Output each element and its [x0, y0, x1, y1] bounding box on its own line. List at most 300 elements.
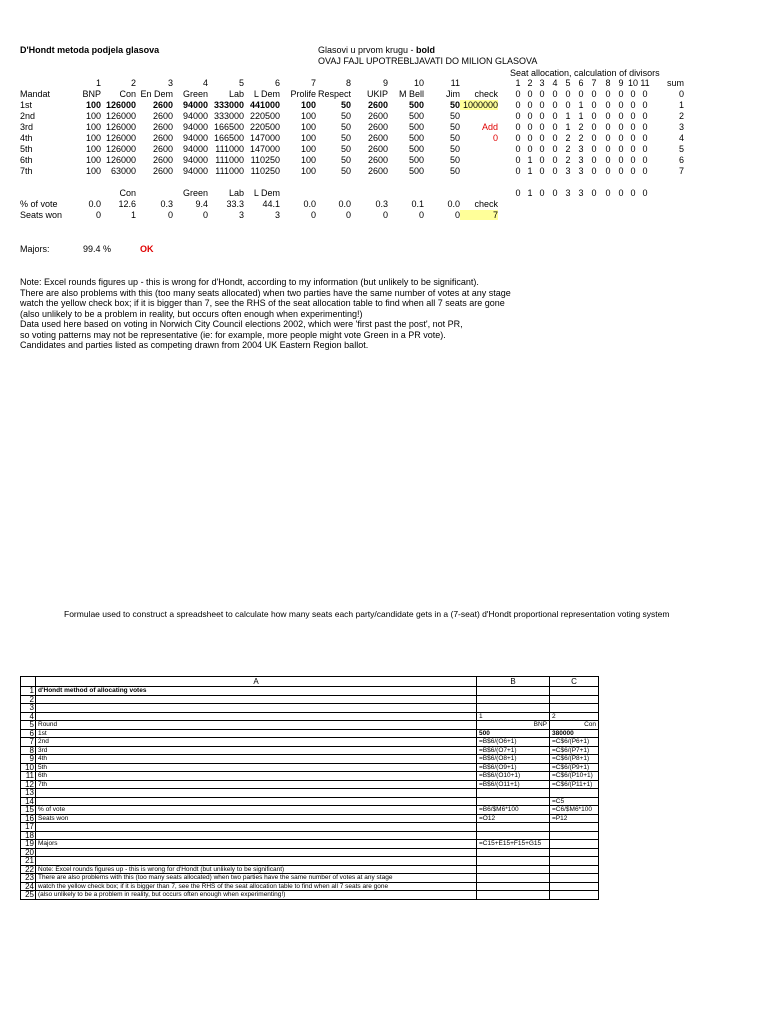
sheet-cell-a: % of vote — [36, 806, 477, 815]
sheet-cell-c: =C$6/(P7+1) — [550, 746, 599, 755]
sheet-row — [21, 797, 599, 806]
sheet-cell-b: 1 — [477, 712, 550, 721]
alloc-cell: 0 — [515, 144, 521, 154]
vote-cell: 100 — [300, 144, 316, 154]
sheet-row — [21, 721, 599, 730]
vote-cell: 500 — [408, 166, 424, 176]
row-number: 23 — [21, 874, 36, 883]
row-number: 2 — [21, 695, 36, 704]
vote-cell: 166500 — [213, 122, 244, 132]
sheet-cell-a: d'Hondt method of allocating votes — [36, 687, 477, 696]
alloc-cell: 0 — [591, 166, 597, 176]
sheet-cell-a: Majors — [36, 840, 477, 849]
sheet-row — [21, 865, 599, 874]
alloc-total: 0 — [539, 188, 545, 198]
votes-note-bold: bold — [416, 45, 436, 55]
alloc-total: 0 — [605, 188, 611, 198]
alloc-cell: 0 — [565, 89, 571, 99]
sheet-cell-c: =C$6/(P8+1) — [550, 755, 599, 764]
sheet-cell-a — [36, 831, 477, 840]
row-number: 20 — [21, 848, 36, 857]
sheet-cell-c — [550, 874, 599, 883]
round-label: 7th — [20, 166, 33, 176]
alloc-total: 0 — [618, 188, 624, 198]
party-name: Con — [119, 188, 136, 198]
party-header: Jim — [446, 89, 460, 99]
alloc-cell: 0 — [527, 100, 533, 110]
alloc-sum: 4 — [678, 133, 684, 143]
alloc-cell: 0 — [591, 122, 597, 132]
sheet-cell-b: =B6/$M6*100 — [477, 806, 550, 815]
alloc-cell: 0 — [552, 89, 558, 99]
row-number: 11 — [21, 772, 36, 781]
column-number: 11 — [450, 78, 460, 88]
alloc-sum: 1 — [678, 100, 684, 110]
vote-cell: 110250 — [250, 166, 280, 176]
pct-cell: 0.3 — [160, 199, 173, 209]
alloc-total: 0 — [630, 188, 636, 198]
sheet-cell-b: =O12 — [477, 814, 550, 823]
row-number: 16 — [21, 814, 36, 823]
sheet-cell-c — [550, 891, 599, 900]
alloc-cell: 0 — [642, 89, 648, 99]
vote-cell: 50 — [340, 133, 351, 143]
sheet-cell-b — [477, 797, 550, 806]
alloc-cell: 0 — [515, 122, 521, 132]
vote-cell: 94000 — [182, 133, 208, 143]
seat-alloc-title: Seat allocation, calculation of divisors — [510, 68, 660, 78]
pct-cell: 0.3 — [375, 199, 388, 209]
vote-cell: 50 — [449, 155, 460, 165]
sheet-row — [21, 695, 599, 704]
party-header: Prolife — [290, 89, 316, 99]
sheet-row — [21, 746, 599, 755]
sheet-cell-c: Con — [550, 721, 599, 730]
alloc-cell: 2 — [578, 122, 584, 132]
alloc-cell: 1 — [565, 111, 571, 121]
row-number: 22 — [21, 865, 36, 874]
column-number: 8 — [345, 78, 351, 88]
sheet-cell-a: 7th — [36, 780, 477, 789]
sheet-cell-b: =B$6/(O7+1) — [477, 746, 550, 755]
sheet-cell-b — [477, 865, 550, 874]
sheet-row — [21, 780, 599, 789]
vote-cell: 100 — [85, 133, 101, 143]
alloc-cell: 0 — [539, 155, 545, 165]
vote-cell: 50 — [449, 100, 460, 110]
party-header: BNP — [82, 89, 101, 99]
sheet-cell-b — [477, 891, 550, 900]
sheet-row — [21, 882, 599, 891]
alloc-cell: 0 — [642, 166, 648, 176]
pct-check-label: check — [474, 199, 498, 209]
row-number: 1 — [21, 687, 36, 696]
vote-cell: 100 — [85, 166, 101, 176]
vote-cell: 500 — [408, 144, 424, 154]
alloc-header: 4 — [552, 78, 558, 88]
row-number: 6 — [21, 729, 36, 738]
vote-cell: 2600 — [152, 122, 173, 132]
seats-cell: 0 — [418, 210, 424, 220]
alloc-cell: 0 — [591, 89, 597, 99]
sheet-cell-c: 2 — [550, 712, 599, 721]
sheet-row — [21, 729, 599, 738]
vote-cell: 50 — [340, 166, 351, 176]
vote-cell: 100 — [300, 111, 316, 121]
row-number: 12 — [21, 780, 36, 789]
vote-cell: 94000 — [182, 166, 208, 176]
vote-cell: 333000 — [213, 111, 244, 121]
row-number: 10 — [21, 763, 36, 772]
vote-cell: 2600 — [152, 166, 173, 176]
alloc-cell: 2 — [565, 133, 571, 143]
sheet-row — [21, 763, 599, 772]
formula-sheet — [20, 676, 599, 900]
vote-cell: 2600 — [367, 166, 388, 176]
row-number: 5 — [21, 721, 36, 730]
alloc-cell: 0 — [642, 144, 648, 154]
vote-cell: 147000 — [249, 133, 280, 143]
alloc-cell: 0 — [642, 122, 648, 132]
alloc-cell: 0 — [618, 100, 624, 110]
alloc-sum: 5 — [678, 144, 684, 154]
alloc-cell: 0 — [565, 100, 571, 110]
vote-cell: 2600 — [367, 122, 388, 132]
column-number: 1 — [95, 78, 101, 88]
column-number: 6 — [274, 78, 280, 88]
alloc-cell: 0 — [539, 166, 545, 176]
seats-cell: 0 — [95, 210, 101, 220]
column-number: 7 — [310, 78, 316, 88]
alloc-cell: 0 — [605, 111, 611, 121]
alloc-cell: 0 — [605, 89, 611, 99]
sheet-row — [21, 857, 599, 866]
vote-cell: 100 — [85, 155, 101, 165]
sheet-cell-a — [36, 857, 477, 866]
sheet-cell-c: =C$6/(P9+1) — [550, 763, 599, 772]
vote-cell: 111000 — [215, 144, 244, 154]
formula-caption: Formulae used to construct a spreadsheet to calculate how many seats each party/candidate gets in a (7-seat) d'Hondt proportional representation voting system — [64, 609, 670, 619]
sheet-cell-b: =B$6/(O9+1) — [477, 763, 550, 772]
seats-cell: 0 — [310, 210, 316, 220]
note-line: Data used here based on voting in Norwich City Council elections 2002, which were 'first past the post', not PR, — [20, 319, 463, 329]
vote-cell: 100 — [85, 111, 101, 121]
vote-cell: 100 — [300, 133, 316, 143]
vote-cell: 2600 — [152, 100, 173, 110]
sheet-cell-a: There are also problems with this (too many seats allocated) when two parties have the same number of votes at any stage — [36, 874, 477, 883]
vote-cell: 2600 — [152, 144, 173, 154]
sheet-cell-b — [477, 848, 550, 857]
sheet-corner — [21, 677, 36, 687]
row-number: 3 — [21, 704, 36, 713]
row-number: 17 — [21, 823, 36, 832]
sheet-cell-a — [36, 797, 477, 806]
alloc-cell: 0 — [552, 133, 558, 143]
column-number: 3 — [167, 78, 173, 88]
alloc-cell: 0 — [618, 122, 624, 132]
round-label: 5th — [20, 144, 33, 154]
alloc-cell: 0 — [618, 89, 624, 99]
pct-cell: 0.0 — [447, 199, 460, 209]
sheet-cell-c: =C6/$M6*100 — [550, 806, 599, 815]
alloc-cell: 0 — [515, 100, 521, 110]
vote-cell: 2600 — [367, 133, 388, 143]
alloc-cell: 0 — [552, 100, 558, 110]
pct-cell: 0.0 — [303, 199, 316, 209]
alloc-sum: 0 — [678, 89, 684, 99]
alloc-cell: 0 — [539, 144, 545, 154]
alloc-cell: 0 — [605, 122, 611, 132]
column-number: 2 — [130, 78, 136, 88]
sheet-cell-a — [36, 712, 477, 721]
alloc-total: 0 — [642, 188, 648, 198]
vote-cell: 333000 — [213, 100, 244, 110]
row-number: 14 — [21, 797, 36, 806]
seats-label: Seats won — [20, 210, 63, 220]
column-number: 4 — [202, 78, 208, 88]
vote-cell: 94000 — [182, 111, 208, 121]
note-line: Candidates and parties listed as competing drawn from 2004 UK Eastern Region ballot. — [20, 340, 369, 350]
sheet-cell-c: =P12 — [550, 814, 599, 823]
note-line: There are also problems with this (too many seats allocated) when two parties have the same number of votes at any stage — [20, 287, 511, 298]
alloc-total: 3 — [565, 188, 571, 198]
alloc-cell: 0 — [591, 111, 597, 121]
alloc-cell: 1 — [578, 111, 584, 121]
pct-label: % of vote — [20, 199, 58, 209]
sheet-cell-b: 500 — [477, 729, 550, 738]
alloc-cell: 1 — [578, 100, 584, 110]
sheet-row — [21, 704, 599, 713]
party-name: Green — [182, 188, 208, 198]
check-header: check — [474, 89, 498, 99]
row-number: 4 — [21, 712, 36, 721]
alloc-cell: 0 — [630, 111, 636, 121]
round-label: 4th — [20, 133, 33, 143]
sheet-cell-c — [550, 848, 599, 857]
seats-cell: 0 — [167, 210, 173, 220]
sheet-cell-a: watch the yellow check box; if it is bigger than 7, see the RHS of the seat allocation table to find when all 7 seats are gone — [36, 882, 477, 891]
party-header: Green — [182, 89, 208, 99]
sheet-row — [21, 814, 599, 823]
note-line: (also unlikely to be a problem in reality, but occurs often enough when experimenting!) — [20, 308, 363, 319]
note-line: so voting patterns may not be representative (ie: for example, more people might vote Green in a PR vote). — [20, 329, 446, 340]
sheet-cell-b — [477, 823, 550, 832]
sheet-row — [21, 806, 599, 815]
alloc-cell: 0 — [618, 144, 624, 154]
sheet-cell-b — [477, 882, 550, 891]
sheet-cell-c — [550, 857, 599, 866]
sheet-cell-c — [550, 840, 599, 849]
seats-cell: 0 — [382, 210, 388, 220]
row-number: 8 — [21, 746, 36, 755]
pct-cell: 0.0 — [88, 199, 101, 209]
vote-cell: 50 — [449, 111, 460, 121]
vote-cell: 126000 — [105, 111, 136, 121]
vote-cell: 100 — [300, 122, 316, 132]
sheet-cell-c — [550, 831, 599, 840]
seats-cell: 3 — [238, 210, 244, 220]
sheet-cell-c — [550, 687, 599, 696]
party-header: L Dem — [253, 89, 280, 99]
alloc-header: 9 — [618, 78, 624, 88]
row-number: 7 — [21, 738, 36, 747]
sheet-cell-b — [477, 874, 550, 883]
alloc-header: 1 — [515, 78, 521, 88]
votes-note-prefix: Glasovi u prvom krugu - — [318, 45, 417, 55]
alloc-sum: 2 — [678, 111, 684, 121]
vote-cell: 50 — [340, 155, 351, 165]
vote-cell: 166500 — [213, 133, 244, 143]
vote-cell: 500 — [408, 100, 424, 110]
seats-check-cell: 7 — [460, 210, 498, 220]
party-name: Lab — [228, 188, 244, 198]
vote-cell: 2600 — [367, 100, 388, 110]
party-header: UKIP — [366, 89, 388, 99]
party-header: En Dem — [140, 89, 173, 99]
alloc-cell: 0 — [618, 111, 624, 121]
sheet-cell-a — [36, 823, 477, 832]
vote-cell: 111000 — [215, 155, 244, 165]
sheet-cell-a: 5th — [36, 763, 477, 772]
sheet-cell-a: 3rd — [36, 746, 477, 755]
alloc-header: 2 — [527, 78, 533, 88]
sheet-cell-a — [36, 848, 477, 857]
alloc-cell: 3 — [565, 166, 571, 176]
row-number: 24 — [21, 882, 36, 891]
vote-cell: 126000 — [105, 155, 136, 165]
alloc-cell: 0 — [605, 100, 611, 110]
vote-cell: 94000 — [182, 144, 208, 154]
vote-cell: 126000 — [105, 122, 136, 132]
page-title: D'Hondt metoda podjela glasova — [20, 45, 160, 55]
note-line: watch the yellow check box; if it is bigger than 7, see the RHS of the seat allocation table to find when all 7 seats are gone — [20, 298, 505, 308]
alloc-cell: 0 — [515, 111, 521, 121]
vote-cell: 100 — [85, 144, 101, 154]
sheet-cell-c: =C$6/(P6+1) — [550, 738, 599, 747]
mandat-label: Mandat — [20, 89, 51, 99]
alloc-cell: 0 — [552, 144, 558, 154]
sheet-cell-c — [550, 823, 599, 832]
sheet-cell-b — [477, 857, 550, 866]
sheet-cell-c: =C$6/(P11+1) — [550, 780, 599, 789]
pct-cell: 0.1 — [411, 199, 424, 209]
pct-cell: 33.3 — [226, 199, 244, 209]
alloc-cell: 0 — [605, 144, 611, 154]
pct-cell: 12.6 — [118, 199, 136, 209]
column-header-c: C — [550, 677, 599, 687]
sheet-cell-a — [36, 789, 477, 798]
vote-cell: 110250 — [250, 155, 280, 165]
sheet-cell-c — [550, 704, 599, 713]
alloc-cell: 0 — [552, 155, 558, 165]
alloc-sum: 6 — [678, 155, 684, 165]
alloc-cell: 0 — [605, 133, 611, 143]
vote-cell: 100 — [300, 100, 316, 110]
sheet-cell-a: (also unlikely to be a problem in reality, but occurs often enough when experimenting!) — [36, 891, 477, 900]
sheet-cell-b: =C15+E15+F15+G15 — [477, 840, 550, 849]
vote-cell: 2600 — [367, 144, 388, 154]
column-number: 10 — [413, 78, 424, 88]
alloc-cell: 0 — [591, 144, 597, 154]
majors-label: Majors: — [20, 244, 50, 254]
sheet-cell-b — [477, 687, 550, 696]
alloc-cell: 0 — [527, 133, 533, 143]
row-number: 21 — [21, 857, 36, 866]
sheet-cell-a: Seats won — [36, 814, 477, 823]
alloc-total: 3 — [578, 188, 584, 198]
sheet-row — [21, 712, 599, 721]
alloc-cell: 2 — [578, 133, 584, 143]
sheet-row — [21, 789, 599, 798]
row-number: 19 — [21, 840, 36, 849]
alloc-cell: 0 — [552, 111, 558, 121]
majors-status: OK — [140, 244, 154, 254]
usage-warning: OVAJ FAJL UPOTREBLJAVATI DO MILION GLASOVA — [318, 56, 538, 66]
vote-cell: 2600 — [367, 111, 388, 121]
sheet-row — [21, 772, 599, 781]
party-name: L Dem — [253, 188, 280, 198]
vote-cell: 2600 — [152, 155, 173, 165]
alloc-cell: 0 — [642, 111, 648, 121]
alloc-cell: 3 — [578, 144, 584, 154]
check-cell: 0 — [492, 133, 498, 143]
sheet-cell-b: =B$6/(O8+1) — [477, 755, 550, 764]
alloc-sum: 7 — [678, 166, 684, 176]
alloc-cell: 0 — [539, 122, 545, 132]
party-header: Respect — [317, 89, 351, 99]
alloc-sum: 3 — [678, 122, 684, 132]
sheet-cell-a: Note: Excel rounds figures up - this is wrong for d'Hondt (but unlikely to be significant) — [36, 865, 477, 874]
vote-cell: 63000 — [110, 166, 136, 176]
vote-cell: 100 — [300, 166, 316, 176]
sheet-cell-a — [36, 704, 477, 713]
sheet-cell-b — [477, 695, 550, 704]
alloc-cell: 0 — [630, 133, 636, 143]
alloc-header: 7 — [591, 78, 597, 88]
sheet-cell-c — [550, 882, 599, 891]
alloc-total: 1 — [527, 188, 533, 198]
vote-cell: 220500 — [249, 122, 280, 132]
sheet-cell-b: =B$6/(O11+1) — [477, 780, 550, 789]
vote-cell: 50 — [340, 144, 351, 154]
alloc-total: 0 — [591, 188, 597, 198]
round-label: 2nd — [20, 111, 36, 121]
alloc-header: 6 — [578, 78, 584, 88]
majors-value: 99.4 % — [83, 244, 112, 254]
vote-cell: 126000 — [105, 133, 136, 143]
sheet-cell-c — [550, 789, 599, 798]
sheet-cell-a — [36, 695, 477, 704]
sheet-cell-a: 1st — [36, 729, 477, 738]
alloc-cell: 0 — [642, 100, 648, 110]
alloc-cell: 0 — [515, 89, 521, 99]
sheet-cell-a: 4th — [36, 755, 477, 764]
vote-cell: 500 — [408, 133, 424, 143]
alloc-cell: 0 — [618, 166, 624, 176]
check-cell: Add — [481, 122, 498, 132]
alloc-cell: 0 — [515, 155, 521, 165]
sheet-cell-b — [477, 831, 550, 840]
alloc-cell: 0 — [552, 166, 558, 176]
vote-cell: 220500 — [249, 111, 280, 121]
alloc-cell: 0 — [605, 166, 611, 176]
seats-cell: 1 — [130, 210, 136, 220]
alloc-cell: 0 — [618, 133, 624, 143]
vote-cell: 111000 — [215, 166, 244, 176]
seats-cell: 3 — [274, 210, 280, 220]
row-number: 13 — [21, 789, 36, 798]
vote-cell: 100 — [85, 100, 101, 110]
